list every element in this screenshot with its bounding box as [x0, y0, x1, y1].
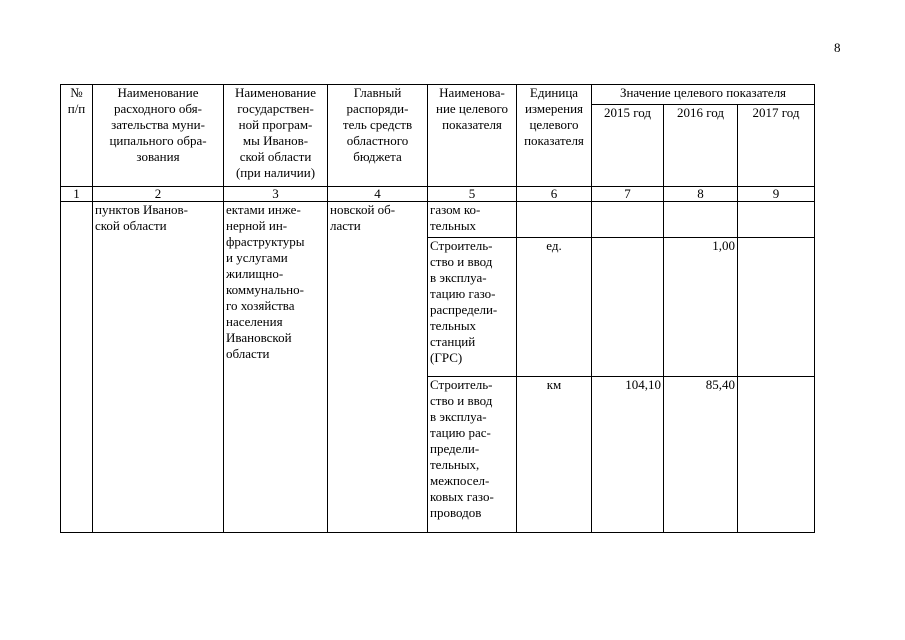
header-year-2015: 2015 год — [592, 105, 664, 187]
header-indicator-value-group: Значение целевого показателя — [592, 85, 815, 105]
cell-value-2016 — [664, 202, 738, 238]
column-number: 7 — [592, 187, 664, 202]
header-indicator: Наименова- ние целевого показателя — [428, 85, 517, 187]
column-number: 2 — [93, 187, 224, 202]
cell-row-number — [61, 202, 93, 533]
target-indicators-table — [60, 84, 815, 533]
cell-value-2015 — [592, 238, 664, 377]
cell-value-2017 — [738, 238, 815, 377]
page-number: 8 — [834, 40, 841, 55]
column-number: 8 — [664, 187, 738, 202]
cell-value-2016: 85,40 — [664, 377, 738, 533]
cell-value-2017 — [738, 202, 815, 238]
column-number: 1 — [61, 187, 93, 202]
cell-budget-manager: новской об- ласти — [328, 202, 428, 533]
column-number: 5 — [428, 187, 517, 202]
cell-value-2016: 1,00 — [664, 238, 738, 377]
cell-program: ектами инже- нерной ин- фраструктуры и услугами жилищно- коммунально- го хозяйства населения Ивановской области — [224, 202, 328, 533]
cell-value-2017 — [738, 377, 815, 533]
header-obligation: Наименование расходного обя- зательства муни- ципального обра- зования — [93, 85, 224, 187]
column-number: 4 — [328, 187, 428, 202]
column-number: 6 — [517, 187, 592, 202]
header-year-2017: 2017 год — [738, 105, 815, 187]
cell-indicator: Строитель- ство и ввод в эксплуа- тацию газо- распредели- тельных станций (ГРС) — [428, 238, 517, 377]
cell-unit — [517, 202, 592, 238]
cell-indicator: Строитель- ство и ввод в эксплуа- тацию рас- предели- тельных, межпосел- ковых газо- проводов — [428, 377, 517, 533]
table-row — [61, 202, 815, 238]
cell-value-2015 — [592, 202, 664, 238]
cell-unit: ед. — [517, 238, 592, 377]
column-number: 9 — [738, 187, 815, 202]
header-program: Наименование государствен- ной програм- мы Иванов- ской области (при наличии) — [224, 85, 328, 187]
cell-unit: км — [517, 377, 592, 533]
header-budget-manager: Главный распоряди- тель средств областного бюджета — [328, 85, 428, 187]
column-number: 3 — [224, 187, 328, 202]
header-row-number: № п/п — [61, 85, 93, 187]
cell-value-2015: 104,10 — [592, 377, 664, 533]
header-year-2016: 2016 год — [664, 105, 738, 187]
header-unit: Единица измерения целевого показателя — [517, 85, 592, 187]
cell-obligation: пунктов Иванов- ской области — [93, 202, 224, 533]
cell-indicator: газом ко- тельных — [428, 202, 517, 238]
